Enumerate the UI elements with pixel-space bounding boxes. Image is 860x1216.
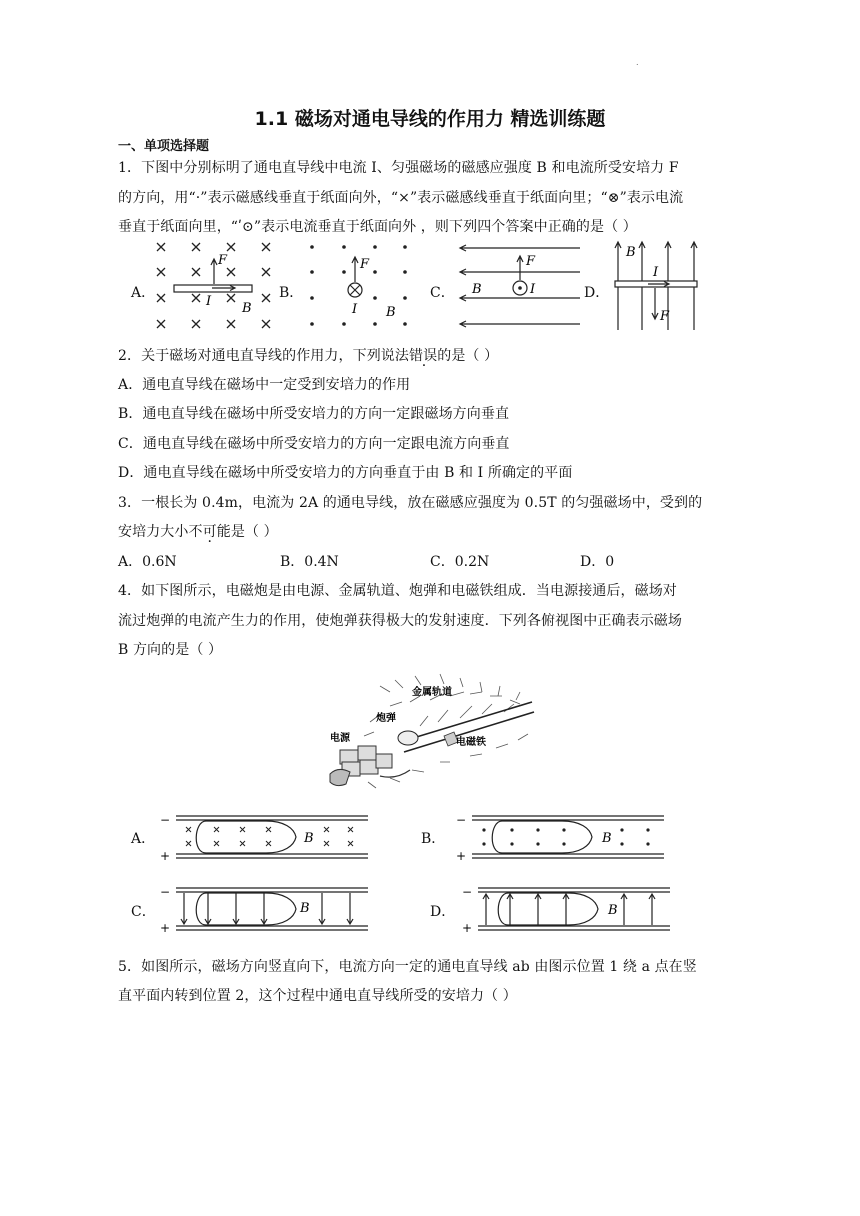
q4-figure-c xyxy=(156,884,370,936)
q4d-b-label: B xyxy=(608,903,618,918)
q4-line3: B 方向的是（ ） xyxy=(118,642,223,658)
q4c-plus: + xyxy=(160,921,171,935)
q1a-b-label: B xyxy=(242,301,252,316)
photo-label-shell: 炮弹 xyxy=(376,713,396,724)
q4-option-c-label: C． xyxy=(131,904,156,920)
q1-figure-d xyxy=(610,238,706,334)
q4-line1: 4．如下图所示，电磁炮是由电源、金属轨道、炮弹和电磁铁组成．当电源接通后，磁场对 xyxy=(118,583,677,599)
q1b-b-label: B xyxy=(386,305,396,320)
q4-option-d-label: D． xyxy=(430,904,456,920)
q3-option-d: D．0 xyxy=(580,554,615,570)
q2-option-c: C．通电直导线在磁场中所受安培力的方向一定跟电流方向垂直 xyxy=(118,436,510,452)
q3-option-b: B．0.4N xyxy=(280,554,339,570)
q4-figure-d xyxy=(458,884,672,936)
q1-line3: 垂直于纸面向里，“ʹ⊙”表示电流垂直于纸面向外 ，则下列四个答案中正确的是（ ） xyxy=(118,219,637,235)
q5-line2: 直平面内转到位置 2，这个过程中通电直导线所受的安培力（ ） xyxy=(118,988,517,1004)
q1-figure-a xyxy=(150,238,280,334)
q3-line1: 3．一根长为 0.4m，电流为 2A 的通电导线，放在磁感应强度为 0.5T 的匀强磁场中，受到的 xyxy=(118,495,703,511)
corner-mark: . xyxy=(636,58,639,67)
q1a-i-label: I xyxy=(206,294,212,309)
q1-figure-c xyxy=(456,240,582,332)
q4b-b-label: B xyxy=(602,831,612,846)
q4a-plus: + xyxy=(160,849,171,863)
q4b-plus: + xyxy=(456,849,467,863)
q4-option-b-label: B． xyxy=(421,831,446,847)
q1-figure-b xyxy=(302,238,412,334)
q1-option-b-label: B． xyxy=(279,285,304,301)
q1-line2: 的方向，用“·”表示磁感线垂直于纸面向外，“×”表示磁感线垂直于纸面向里；“⊗”表示电流 xyxy=(118,190,684,206)
q1b-i-label: I xyxy=(352,302,358,317)
photo-label-magnet: 电磁铁 xyxy=(456,737,486,748)
q4b-minus: − xyxy=(456,813,467,827)
page-title: 1.1 磁场对通电导线的作用力 精选训练题 xyxy=(254,108,606,130)
photo-label-rail: 金属轨道 xyxy=(412,687,452,698)
q1-option-d-label: D． xyxy=(584,285,610,301)
q4d-plus: + xyxy=(462,921,473,935)
q3-option-c: C．0.2N xyxy=(430,554,490,570)
q1-option-a-label: A． xyxy=(131,285,156,301)
q4-figure-a xyxy=(156,812,370,864)
q4a-minus: − xyxy=(160,813,171,827)
photo-label-source: 电源 xyxy=(330,733,350,744)
q1d-i-label: I xyxy=(653,265,659,280)
q2-option-b: B．通电直导线在磁场中所受安培力的方向一定跟磁场方向垂直 xyxy=(118,406,510,422)
q3-line2: 安培力大小不可能是（ ） xyxy=(118,524,278,540)
q5-line1: 5．如图所示，磁场方向竖直向下，电流方向一定的通电直导线 ab 由图示位置 1 绕 a 点在竖 xyxy=(118,959,697,975)
q1-line1: 1．下图中分别标明了通电直导线中电流 I、匀强磁场的磁感应强度 B 和电流所受安培力 F xyxy=(118,160,679,176)
q4c-minus: − xyxy=(160,885,171,899)
q4-line2: 流过炮弹的电流产生力的作用，使炮弹获得极大的发射速度．下列各俯视图中正确表示磁场 xyxy=(118,613,682,629)
q4-figure-b xyxy=(452,812,666,864)
q4a-b-label: B xyxy=(304,831,314,846)
q1d-f-label: F xyxy=(660,309,670,324)
q3-emphasis: 不可能 xyxy=(188,524,231,540)
section-heading: 一、单项选择题 xyxy=(118,139,210,154)
q1d-b-label: B xyxy=(626,245,636,260)
q2-emphasis: 错误 xyxy=(409,348,438,364)
q4d-minus: − xyxy=(462,885,473,899)
q4c-b-label: B xyxy=(300,901,310,916)
railgun-illustration xyxy=(320,666,538,800)
q2-stem: 2．关于磁场对通电直导线的作用力，下列说法错误的是（ ） xyxy=(118,348,499,364)
q1a-f-label: F xyxy=(218,253,228,268)
q2-option-d: D．通电直导线在磁场中所受安培力的方向垂直于由 B 和 I 所确定的平面 xyxy=(118,465,573,481)
q1-option-c-label: C． xyxy=(430,285,455,301)
q4-option-a-label: A． xyxy=(131,831,156,847)
q1c-i-label: I xyxy=(530,282,536,297)
q1c-b-label: B xyxy=(472,282,482,297)
q3-option-a: A．0.6N xyxy=(118,554,177,570)
q2-option-a: A．通电直导线在磁场中一定受到安培力的作用 xyxy=(118,377,411,393)
q1b-f-label: F xyxy=(360,257,370,272)
q1c-f-label: F xyxy=(526,254,536,269)
